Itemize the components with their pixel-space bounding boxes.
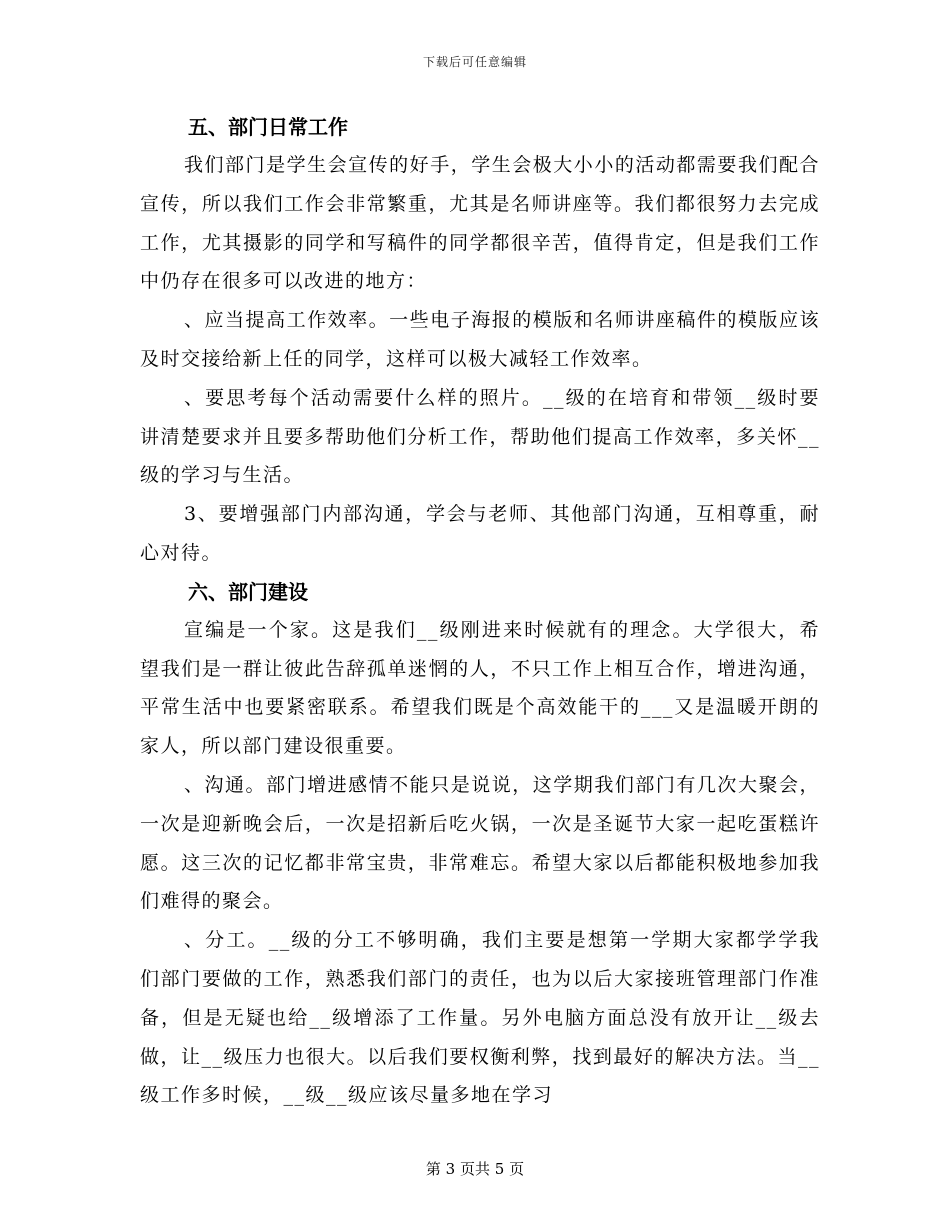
section-6-heading: 六、部门建设 [188, 579, 308, 604]
section-5-item-photos: 、要思考每个活动需要什么样的照片。__级的在培育和带领__级时要讲清楚要求并且要多帮助他们分析工作，帮助他们提高工作效率，多关怀__级的学习与生活。 [140, 386, 820, 487]
section-6-item-communication: 、沟通。部门增进感情不能只是说说，这学期我们部门有几次大聚会，一次是迎新晚会后，一次是招新后吃火锅，一次是圣诞节大家一起吃蛋糕许愿。这三次的记忆都非常宝贵，非常难忘。希望大家以后都能积极地参加我们难得的聚会。 [140, 773, 820, 913]
section-5-heading: 五、部门日常工作 [188, 115, 348, 139]
header-note: 下载后可任意编辑 [422, 55, 527, 69]
page-number: 第 3 页共 5 页 [425, 1160, 525, 1178]
section-6-item-division: 、分工。__级的分工不够明确，我们主要是想第一学期大家都学学我们部门要做的工作，熟悉我们部门的责任，也为以后大家接班管理部门作准备，但是无疑也给__级增添了工作量。另外电脑方面总没有放开让__级去做，让__级压力也很大。以后我们要权衡利弊，找到最好的解决方法。当__级工作多时候，__级__级应该尽量多地在学习 [140, 929, 820, 1107]
section-5-paragraph-intro: 我们部门是学生会宣传的好手，学生会极大小小的活动都需要我们配合宣传，所以我们工作会非常繁重，尤其是名师讲座等。我们都很努力去完成工作，尤其摄影的同学和写稿件的同学都很辛苦，值得肯定，但是我们工作中仍存在很多可以改进的地方： [140, 154, 820, 293]
document-body [140, 108, 820, 1115]
section-5-item-efficiency: 、应当提高工作效率。一些电子海报的模版和名师讲座稿件的模版应该及时交接给新上任的同学，这样可以极大减轻工作效率。 [140, 309, 820, 370]
section-5-item-communication: 3、要增强部门内部沟通，学会与老师、其他部门沟通，互相尊重，耐心对待。 [140, 503, 820, 564]
section-6-paragraph-intro: 宣编是一个家。这是我们__级刚进来时候就有的理念。大学很大，希望我们是一群让彼此告辞孤单迷惘的人，不只工作上相互合作，增进沟通，平常生活中也要紧密联系。希望我们既是个高效能干的___又是温暖开朗的家人，所以部门建设很重要。 [140, 618, 820, 758]
